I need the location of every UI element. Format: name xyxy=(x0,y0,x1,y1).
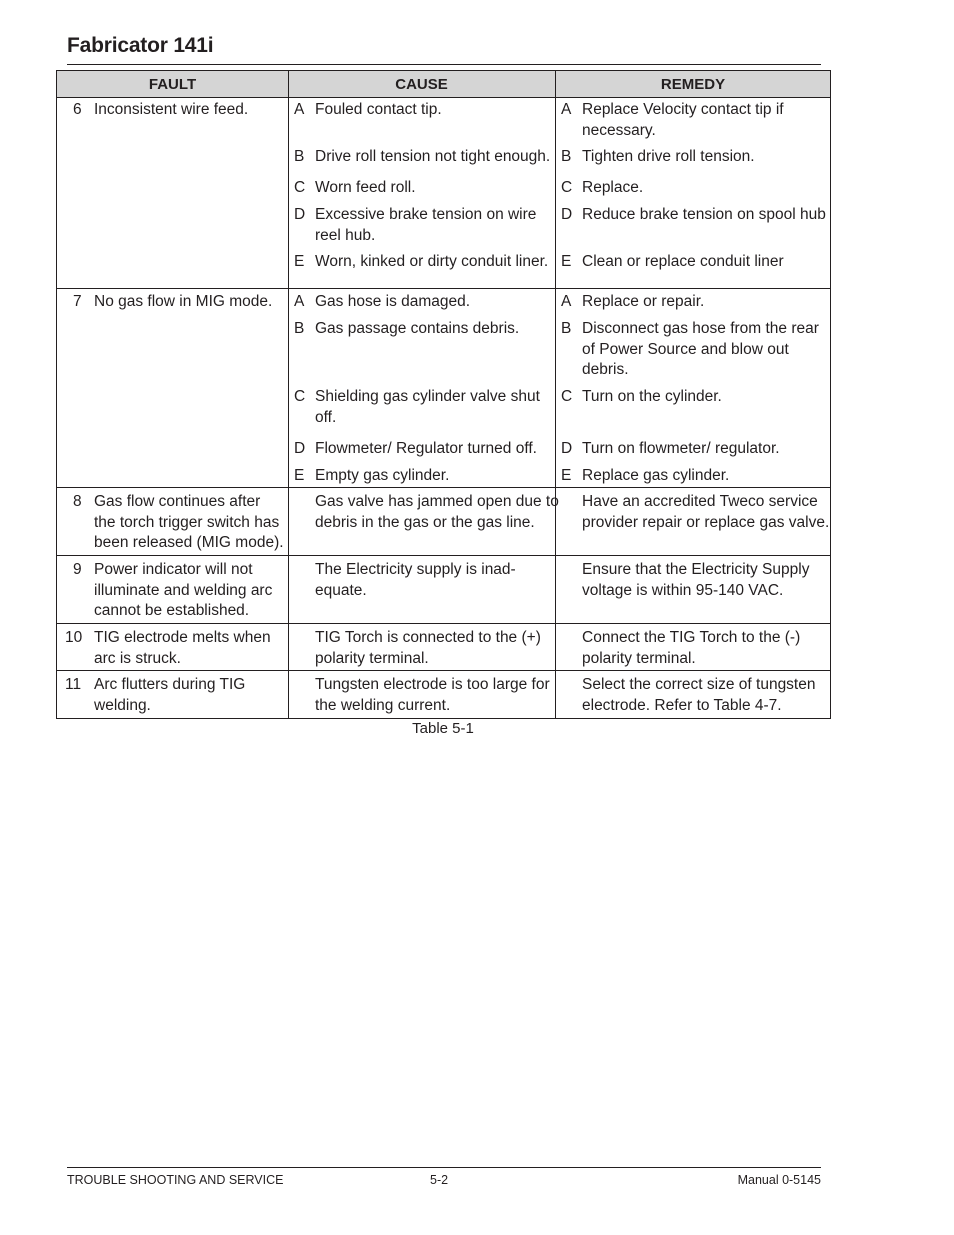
cause-letter: B xyxy=(294,320,305,337)
cause-letter: E xyxy=(294,467,305,484)
column-divider xyxy=(288,71,289,718)
fault-text: welding. xyxy=(94,696,151,714)
row-separator xyxy=(57,670,830,671)
fault-number: 6 xyxy=(73,101,82,118)
column-header-cause: CAUSE xyxy=(395,76,448,93)
column-header-fault: FAULT xyxy=(148,76,197,93)
remedy-text: Turn on flowmeter/ regulator. xyxy=(582,440,780,457)
cause-text: Gas passage contains debris. xyxy=(315,320,520,337)
fault-text: illuminate and welding arc xyxy=(94,581,273,599)
row-separator xyxy=(57,623,830,624)
remedy-text: provider repair or replace gas valve. xyxy=(582,513,830,531)
cause-letter: D xyxy=(294,440,306,457)
remedy-letter: C xyxy=(561,179,573,196)
remedy-letter: A xyxy=(561,293,572,310)
remedy-text: polarity terminal. xyxy=(582,649,696,667)
cause-text: Excessive brake tension on wire xyxy=(315,206,537,223)
cause-text: Tungsten electrode is too large for xyxy=(315,676,550,693)
remedy-text: Replace Velocity contact tip if xyxy=(582,101,784,118)
cause-letter: A xyxy=(294,101,305,118)
cause-text: polarity terminal. xyxy=(315,649,429,667)
cause-letter: A xyxy=(294,293,305,310)
remedy-text: voltage is within 95-140 VAC. xyxy=(582,581,784,599)
cause-letter: C xyxy=(294,179,306,196)
remedy-text: Turn on the cylinder. xyxy=(582,388,722,405)
troubleshooting-table xyxy=(56,70,831,719)
remedy-letter: C xyxy=(561,388,573,405)
fault-text: arc is struck. xyxy=(94,649,181,667)
remedy-text: Replace. xyxy=(582,179,644,196)
title-rule xyxy=(67,64,821,65)
remedy-text: of Power Source and blow out xyxy=(582,340,789,358)
fault-number: 7 xyxy=(73,293,82,310)
fault-text: TIG electrode melts when xyxy=(94,629,271,646)
remedy-text: Connect the TIG Torch to the (-) xyxy=(582,629,801,646)
cause-letter: D xyxy=(294,206,306,223)
cause-text: Empty gas cylinder. xyxy=(315,467,450,484)
remedy-text: electrode. Refer to Table 4-7. xyxy=(582,696,782,714)
cause-text: debris in the gas or the gas line. xyxy=(315,513,535,531)
cause-letter: B xyxy=(294,148,305,165)
fault-text: No gas flow in MIG mode. xyxy=(94,293,273,310)
column-header-remedy: REMEDY xyxy=(660,76,726,93)
remedy-letter: E xyxy=(561,253,572,270)
remedy-text: Disconnect gas hose from the rear xyxy=(582,320,819,337)
cause-letter: C xyxy=(294,388,306,405)
fault-text: cannot be established. xyxy=(94,602,250,620)
remedy-letter: D xyxy=(561,206,573,223)
cause-text: TIG Torch is connected to the (+) xyxy=(315,629,541,646)
row-separator xyxy=(57,555,830,556)
remedy-letter: A xyxy=(561,101,572,118)
row-separator xyxy=(57,487,830,488)
column-divider xyxy=(555,71,556,718)
fault-text: been released (MIG mode). xyxy=(94,534,284,552)
fault-text: Inconsistent wire feed. xyxy=(94,101,249,118)
cause-text: Gas valve has jammed open due to xyxy=(315,493,559,510)
remedy-text: Clean or replace conduit liner xyxy=(582,253,784,270)
remedy-text: Select the correct size of tungsten xyxy=(582,676,816,693)
footer-manual-number: Manual 0-5145 xyxy=(737,1173,821,1187)
fault-number: 11 xyxy=(65,676,82,693)
cause-text: Drive roll tension not tight enough. xyxy=(315,148,551,165)
cause-letter: E xyxy=(294,253,305,270)
remedy-text: Have an accredited Tweco service xyxy=(582,493,818,510)
cause-text: reel hub. xyxy=(315,226,376,244)
remedy-text: Replace gas cylinder. xyxy=(582,467,730,484)
cause-text: off. xyxy=(315,408,337,426)
cause-text: equate. xyxy=(315,581,367,599)
remedy-text: necessary. xyxy=(582,121,656,139)
fault-number: 10 xyxy=(65,629,83,646)
remedy-letter: B xyxy=(561,320,572,337)
row-separator xyxy=(57,288,830,289)
table-header xyxy=(57,71,830,98)
fault-text: Power indicator will not xyxy=(94,561,253,578)
remedy-letter: B xyxy=(561,148,572,165)
cause-text: Worn feed roll. xyxy=(315,179,416,196)
cause-text: Shielding gas cylinder valve shut xyxy=(315,388,540,405)
fault-text: the torch trigger switch has xyxy=(94,513,280,531)
remedy-letter: D xyxy=(561,440,573,457)
remedy-text: Reduce brake tension on spool hub xyxy=(582,206,826,223)
cause-text: Gas hose is damaged. xyxy=(315,293,471,310)
cause-text: the welding current. xyxy=(315,696,451,714)
cause-text: The Electricity supply is inad- xyxy=(315,561,516,578)
cause-text: Flowmeter/ Regulator turned off. xyxy=(315,440,537,457)
footer-rule xyxy=(67,1167,821,1168)
remedy-text: Ensure that the Electricity Supply xyxy=(582,561,810,578)
footer-page-number: 5-2 xyxy=(430,1173,449,1187)
cause-text: Fouled contact tip. xyxy=(315,101,442,118)
cause-text: Worn, kinked or dirty conduit liner. xyxy=(315,253,549,270)
footer-section: TROUBLE SHOOTING AND SERVICE xyxy=(67,1173,284,1187)
fault-number: 9 xyxy=(73,561,82,578)
fault-text: Gas flow continues after xyxy=(94,493,261,510)
fault-text: Arc flutters during TIG xyxy=(94,676,246,693)
remedy-text: debris. xyxy=(582,361,629,379)
table-caption: Table 5-1 xyxy=(412,720,474,737)
remedy-text: Replace or repair. xyxy=(582,293,705,310)
fault-number: 8 xyxy=(73,493,82,510)
remedy-text: Tighten drive roll tension. xyxy=(582,148,755,165)
page-title: Fabricator 141i xyxy=(67,34,214,57)
remedy-letter: E xyxy=(561,467,572,484)
